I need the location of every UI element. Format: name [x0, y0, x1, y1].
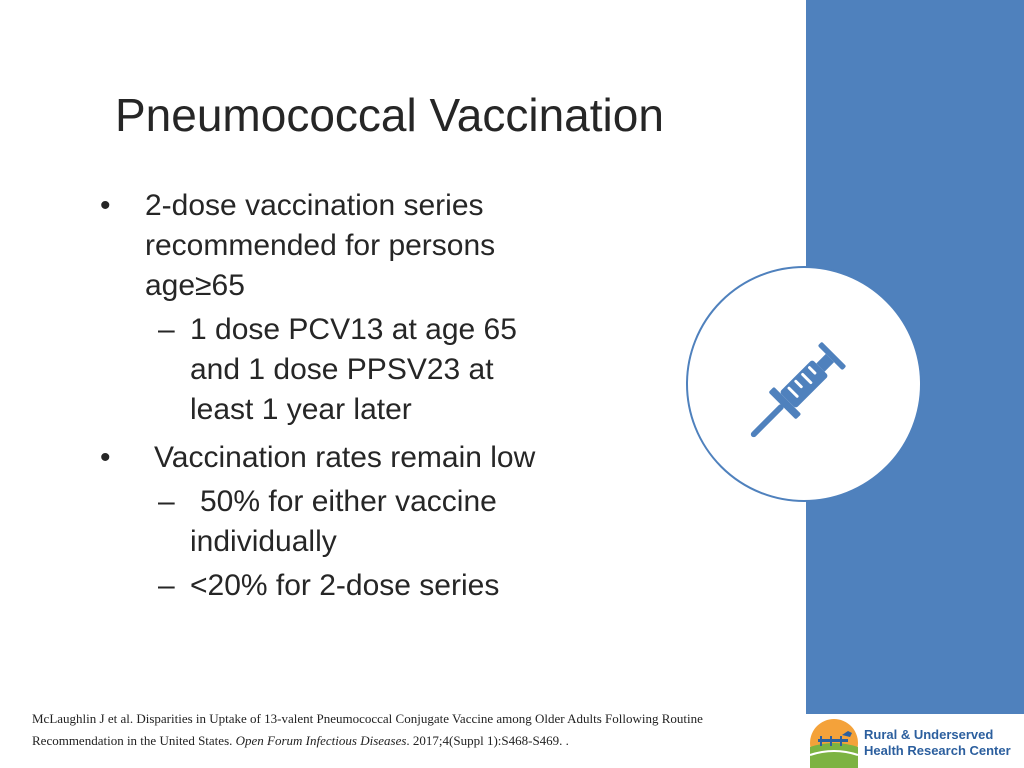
- sub-bullet-text: 1 dose PCV13 at age 65 and 1 dose PPSV23 at least 1 year later: [190, 313, 517, 426]
- organization-logo: [808, 717, 1024, 768]
- bullet-text: 2-dose vaccination series recommended for persons age≥65: [145, 189, 496, 302]
- bullet-mark: •: [100, 189, 111, 222]
- logo-line-2: Health Research Center: [864, 743, 1011, 758]
- citation: [32, 708, 792, 752]
- sub-bullet-text: 50% for either vaccine individually: [190, 485, 497, 558]
- bullet-mark: •: [100, 441, 111, 474]
- bullet-list: [100, 186, 600, 606]
- bullet-item: [100, 186, 600, 306]
- sub-bullet-item: [100, 310, 600, 430]
- bullet-text: Vaccination rates remain low: [154, 441, 536, 474]
- syringe-badge: [686, 266, 922, 502]
- slide-title: Pneumococcal Vaccination: [115, 89, 664, 141]
- citation-reference: McLaughlin J et al. Disparities in Uptake of 13-valent Pneumococcal Conjugate Vaccine among Older Adults Following Routine Recommendation in the United States.: [32, 711, 703, 748]
- dash-mark: –: [158, 485, 175, 518]
- sub-bullet-text: <20% for 2-dose series: [190, 569, 500, 602]
- sub-bullet-item: [100, 566, 600, 606]
- syringe-icon: [746, 326, 862, 442]
- dash-mark: –: [158, 569, 175, 602]
- logo-line-1: Rural & Underserved: [864, 727, 994, 742]
- citation-journal: Open Forum Infectious Diseases: [235, 733, 407, 748]
- logo-text: [864, 727, 1011, 759]
- citation-details: . 2017;4(Suppl 1):S468-S469. .: [406, 733, 569, 748]
- sub-bullet-item: [100, 482, 600, 562]
- bullet-item: [100, 438, 600, 478]
- dash-mark: –: [158, 313, 175, 346]
- logo-emblem-icon: [808, 717, 860, 768]
